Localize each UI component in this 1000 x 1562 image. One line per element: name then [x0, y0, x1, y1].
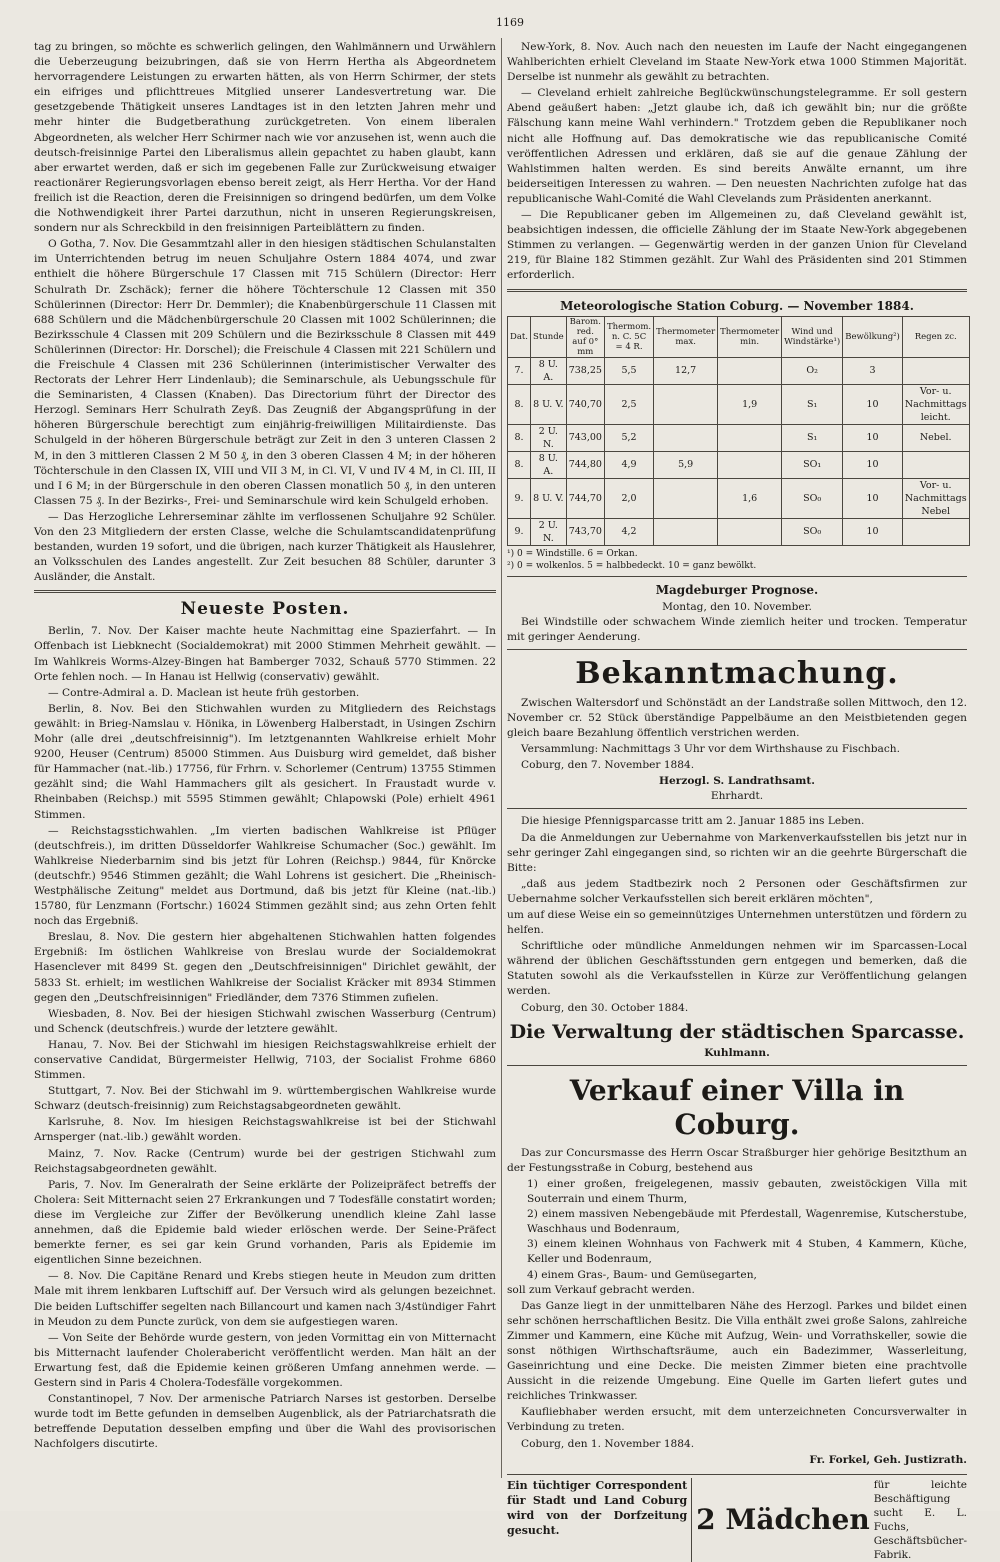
bekanntmachung-text-2: Versammlung: Nachmittags 3 Uhr vor dem Wirthshause zu Fischbach.: [521, 743, 900, 756]
weather-cell: 5,9: [654, 451, 718, 478]
sparcasse-p1: Die hiesige Pfennigsparcasse tritt am 2. Januar 1885 ins Leben.: [521, 815, 865, 828]
weather-cell: 10: [843, 451, 903, 478]
sparcasse-title: Die Verwaltung der städtischen Sparcasse.: [509, 1020, 965, 1043]
weather-cell: [718, 518, 782, 545]
weather-cell: 8.: [508, 384, 531, 424]
divider: [507, 808, 967, 809]
villa-title: Verkauf einer Villa in Coburg.: [569, 1073, 905, 1141]
weather-cell: 8 U. A.: [531, 451, 567, 478]
villa-intro: Das zur Concursmasse des Herrn Oscar Straßburger hier gehörige Besitzthum an der Festungsstraße in Coburg, bestehend aus: [507, 1146, 967, 1174]
weather-cell: 3: [843, 357, 903, 384]
villa-p4: Kaufliebhaber werden ersucht, mit dem unterzeichneten Concursverwalter in Verbindung zu treten.: [507, 1406, 967, 1434]
bekanntmachung-date: Coburg, den 7. November 1884.: [521, 759, 695, 772]
villa-item: 3) einem kleinen Wohnhaus von Fachwerk mit 4 Stuben, 4 Kammern, Küche, Keller und Bodenraum,: [527, 1238, 967, 1266]
villa-items: [527, 1177, 967, 1283]
weather-cell: [654, 384, 718, 424]
weather-cell: 2,5: [604, 384, 653, 424]
divider: [507, 1065, 967, 1066]
weather-cell: 5,5: [604, 357, 653, 384]
weather-cell: [718, 424, 782, 451]
weather-cell: 12,7: [654, 357, 718, 384]
weather-cell: [902, 518, 969, 545]
villa-date: Coburg, den 1. November 1884.: [521, 1437, 695, 1450]
weather-header-cell: Wind und Windstärke¹): [782, 316, 843, 357]
weather-cell: [654, 424, 718, 451]
weather-cell: [902, 451, 969, 478]
villa-item: 2) einem massiven Nebengebäude mit Pferdestall, Wagenremise, Kutscherstube, Waschhaus und Bodenraum,: [527, 1208, 967, 1236]
weather-cell: SO₀: [782, 518, 843, 545]
weather-cell: [718, 357, 782, 384]
weather-cell: Nebel.: [902, 424, 969, 451]
weather-cell: 4,9: [604, 451, 653, 478]
villa-item: 4) einem Gras-, Baum- und Gemüsegarten,: [527, 1268, 757, 1281]
villa-item: 1) einer großen, freigelegenen, massiv gebauten, zweistöckigen Villa mit Souterrain und einem Thurm,: [527, 1177, 967, 1206]
sparcasse-signature: Kuhlmann.: [704, 1046, 770, 1059]
weather-cell: 744,80: [566, 451, 604, 478]
news-heading: Neueste Posten.: [180, 599, 350, 620]
ad-maedchen-text: für leichte Beschäftigung sucht E. L. Fuchs, Geschäftsbücher-Fabrik.: [873, 1478, 967, 1561]
weather-header-cell: Bewölkung²): [843, 316, 903, 357]
right-column: [507, 40, 967, 1561]
weather-cell: [654, 518, 718, 545]
weather-row: [508, 451, 970, 478]
news-paris-3: — Von Seite der Behörde wurde gestern, von jeden Vormittag ein von Mitternacht bis Mitternacht laufender Cholerabericht veröffentlicht werden. Man hält an der Erwartung fest, daß die Epidemie keinen größeren Umfang annehmen werde. — Gestern sind in Paris 4 Cholera-Todesfälle vorgekommen.: [34, 1331, 496, 1389]
divider: [507, 649, 967, 650]
weather-cell: 2 U. N.: [531, 518, 567, 545]
article-gotha-seminar: — Das Herzogliche Lehrerseminar zählte im verflossenen Schuljahre 92 Schüler. Von den 23 Mitgliedern der ersten Classe, welche die Schulamtscandidatenprüfung bestanden, wurden 19 sofort, und die übrigen, nach kurzer Thätigkeit als Hauslehrer, an Volksschulen des Landes angestellt. Zur Zeit besuchen 88 Schüler, darunter 3 Ausländer, die Anstalt.: [34, 510, 496, 584]
ad-maedchen: [692, 1478, 967, 1562]
news-berlin-maclean: — Contre-Admiral a. D. Maclean ist heute früh gestorben.: [48, 686, 360, 699]
weather-cell: 743,70: [566, 518, 604, 545]
section-divider: [507, 289, 967, 292]
news-paris-2: — 8. Nov. Die Capitäne Renard und Krebs stiegen heute in Meudon zum dritten Male mit ihrem lenkbaren Luftschiff auf. Der Versuch wird als gelungen bezeichnet. Die beiden Luftschiffer segelten nach Billancourt und kamen nach 3/4stündiger Fahrt in Meudon zu dem Puncte zurück, von dem sie aufgestiegen waren.: [34, 1270, 496, 1328]
weather-header-cell: Thermom. n. C. 5C = 4 R.: [604, 316, 653, 357]
classified-ads: [507, 1474, 967, 1562]
sparcasse-p4: um auf diese Weise ein so gemeinnütziges Unternehmen unterstützen und fördern zu helfen.: [507, 909, 967, 937]
weather-cell: 738,25: [566, 357, 604, 384]
weather-header-cell: Thermometer min.: [718, 316, 782, 357]
news-berlin-3: — Reichstagsstichwahlen. „Im vierten badischen Wahlkreise ist Pflüger (deutschfreis.), im dritten Düsseldorfer Wahlkreise Schumacher (Soc.) gewählt. Im Wahlkreise Niederbarnim sind bis jetzt für Lohren (Reichsp.) 9844, für Knörcke (deutschfr.) 9546 Stimmen gezählt; die Wahl Lohrens ist gesichert. Die „Rheinisch-Westphälische Zeitung" meldet aus Dortmund, daß bis jetzt für Kleine (nat.-lib.) 15780, für Lenzmann (Fortschr.) 16024 Stimmen gezählt sind; aus zehn Orten fehlt noch das Ergebniß.: [34, 824, 496, 928]
weather-cell: 10: [843, 384, 903, 424]
column-divider: [501, 38, 502, 1478]
weather-cell: 8 U. V.: [531, 478, 567, 518]
weather-header-cell: Thermometer max.: [654, 316, 718, 357]
article-gotha: O Gotha, 7. Nov. Die Gesammtzahl aller in den hiesigen städtischen Schulanstalten im Unterrichtenden betrug im neuen Schuljahre Ostern 1884 4074, und zwar enthielt die höhere Bürgerschule 17 Classen mit 715 Schülern (Director: Herr Schulrath Dr. Zschäck); ferner die höhere Töchterschule 12 Classen mit 350 Schülerinnen (Director: Herr Dr. Demmler); die Knabenbürgerschule 11 Classen mit 688 Schülern und die Mädchenbürgerschule 20 Classen mit 1002 Schülerinnen; die Bezirksschule 4 Classen mit 209 Schülern und die Bezirksschule 8 Classen mit 449 Schülerinnen (Director: Hr. Dorschel); die Freischule 4 Classen mit 221 Schülern und die Freischule 4 Classen mit 236 Schülerinnen (interimistischer Verwalter des Rectorats der Lehrer Herr Lindenlaub); die Seminarschule, als Uebungsschule für die Seminaristen, 4 Classen (Knaben). Das Directorium führt der Director des Herzogl. Seminars Herr Schulrath Zeyß. Das Zeugniß der Abgangsprüfung in der höheren Bürgerschule berechtigt zum einjährig-freiwilligen Militairdienste. Das Schulgeld in der höheren Bürgerschule beträgt zur Zeit in den 3 unteren Classen 2 M, in den 3 mittleren Classen 2 M 50 ₰, in den 3 oberen Classen 4 M; in der höheren Töchterschule in den Classen IX, VIII und VII 3 M, in Cl. VI, V und IV 4 M, in Cl. III, II und I 6 M; in der Bürgerschule in den oberen Classen monatlich 50 ₰, in den unteren Classen 75 ₰. In der Bezirks-, Frei- und Seminarschule wird kein Schulgeld erhoben.: [34, 238, 496, 507]
prognose-title: Magdeburger Prognose.: [655, 582, 819, 597]
news-cleveland: — Cleveland erhielt zahlreiche Beglückwünschungstelegramme. Er soll gestern Abend geäußert haben: „Jetzt glaube ich, daß ich gewählt bin; nur die größte Fälschung kann meine Wahl verhindern." Trotzdem geben die Republikaner noch nicht alle Hoffnung auf. Das demokratische wie das republicanische Comité veröffentlichen Adressen und erklären, daß sie auf die genaue Zählung der Wahlstimmen halten werden. Es sind bereits Anwälte ernannt, um ihre beiderseitigen Interessen zu wahren. — Den neuesten Nachrichten zufolge hat das republicanische Wahl-Comité die Wahl Clevelands zum Präsidenten anerkannt.: [507, 87, 967, 205]
weather-cell: 10: [843, 424, 903, 451]
weather-table-body: [508, 357, 970, 545]
news-paris: Paris, 7. Nov. Im Generalrath der Seine erklärte der Polizeipräfect betreffs der Cholera: Seit Mitternacht seien 27 Erkrankungen und 7 Todesfälle constatirt worden; diese im Vergleiche zur Ziffer der Bevölkerung unendlich kleine Zahl lasse annehmen, daß die Epidemie bald wieder erlöschen werde. Der Seine-Präfect bemerkte ferner, es sei gar kein Grund vorhanden, Paris als Epidemie im eigentlichen Sinne bezeichnen.: [34, 1178, 496, 1267]
news-republikaner: — Die Republicaner geben im Allgemeinen zu, daß Cleveland gewählt ist, beabsichtigen indessen, die officielle Zählung der im Staate New-York abgegebenen Stimmen zu verlangen. — Gegenwärtig werden in der ganzen Union für Cleveland 219, für Blaine 182 Stimmen gezählt. Zur Wahl des Präsidenten sind 201 Stimmen erforderlich.: [507, 209, 967, 282]
weather-cell: 8.: [508, 451, 531, 478]
weather-cell: 2,0: [604, 478, 653, 518]
sparcasse-date: Coburg, den 30. October 1884.: [521, 1001, 689, 1014]
weather-cell: 1,9: [718, 384, 782, 424]
weather-cell: [718, 451, 782, 478]
weather-row: [508, 478, 970, 518]
weather-cell: O₂: [782, 357, 843, 384]
weather-cell: 8 U. V.: [531, 384, 567, 424]
weather-cell: [902, 357, 969, 384]
bekanntmachung-signature-name: Ehrhardt.: [710, 790, 764, 803]
weather-cell: 10: [843, 478, 903, 518]
news-wiesbaden: Wiesbaden, 8. Nov. Bei der hiesigen Stichwahl zwischen Wasserburg (Centrum) und Schenck (deutschfreis.) wurde der letztere gewählt.: [34, 1007, 496, 1035]
news-newyork: New-York, 8. Nov. Auch nach den neuesten im Laufe der Nacht eingegangenen Wahlberichten erhielt Cleveland im Staate New-York etwa 1000 Stimmen Majorität. Derselbe ist nunmehr als gewählt zu betrachten.: [507, 41, 967, 84]
weather-cell: S₁: [782, 384, 843, 424]
weather-cell: SO₁: [782, 451, 843, 478]
ad-correspondent: Ein tüchtiger Correspondent für Stadt und Land Coburg wird von der Dorfzeitung gesucht.: [507, 1478, 692, 1562]
weather-cell: 7.: [508, 357, 531, 384]
weather-cell: SO₀: [782, 478, 843, 518]
villa-p3: Das Ganze liegt in der unmittelbaren Nähe des Herzogl. Parkes und bildet einen sehr schönen herrschaftlichen Besitz. Die Villa enthält zwei große Salons, zahlreiche Zimmer und Kammern, eine Küche mit Aufzug, Wein- und Vorrathskeller, sowie die sonst nöthigen Wirthschaftsräume, auch ein Badezimmer, Wasserleitung, Gaseinrichtung und eine Decke. Die meisten Zimmer bieten eine prachtvolle Aussicht in die reizende Umgebung. Eine Quelle im Garten liefert gutes und reichliches Trinkwasser.: [507, 1299, 967, 1403]
weather-row: [508, 518, 970, 545]
news-berlin-2: Berlin, 8. Nov. Bei den Stichwahlen wurden zu Mitgliedern des Reichstags gewählt: in Brieg-Namslau v. Hönika, in Löwenberg Halberstadt, in Usingen Zschirn Mohr (alle drei „deutschfreisinnig"). Im letztgenannten Wahlkreise erhielt Mohr 9200, Heuser (Centrum) 85000 Stimmen. Aus Duisburg wird gemeldet, daß bisher für Hammacher (nat.-lib.) 17756, für Frhrn. v. Schorlemer (Centrum) 13755 Stimmen gezählt sind; die Wahl Hammachers gilt als gesichert. In Fraustadt wurde v. Rheinbaben (Reichsp.) mit 5595 Stimmen gewählt; Chlapowski (Pole) erhielt 4961 Stimmen.: [34, 702, 496, 821]
ad-maedchen-title: 2 Mädchen: [696, 1502, 870, 1536]
weather-table: [507, 316, 970, 546]
sparcasse-p2: Da die Anmeldungen zur Uebernahme von Markenverkaufsstellen bis jetzt nur in sehr geringer Zahl eingegangen sind, so richten wir an die geehrte Bürgerschaft die Bitte:: [507, 831, 967, 874]
sparcasse-p3: „daß aus jedem Stadtbezirk noch 2 Personen oder Geschäftsfirmen zur Uebernahme solcher Verkaufsstellen sich bereit erklären möchten",: [507, 877, 967, 905]
weather-cell: 2 U. N.: [531, 424, 567, 451]
met-title: Meteorologische Station Coburg. — November 1884.: [560, 298, 914, 313]
weather-header-cell: Dat.: [508, 316, 531, 357]
met-note-wind: ¹) 0 = Windstille. 6 = Orkan.: [507, 548, 638, 559]
weather-row: [508, 357, 970, 384]
bekanntmachung-signature: Herzogl. S. Landrathsamt.: [659, 775, 815, 788]
bekanntmachung-text: Zwischen Waltersdorf und Schönstädt an der Landstraße sollen Mittwoch, den 12. November cr. 52 Stück überständige Pappelbäume an den Meistbietenden gegen gleich baare Bezahlung öffentlich verstrichen werden.: [507, 696, 967, 739]
weather-cell: 1,6: [718, 478, 782, 518]
sparcasse-p5: Schriftliche oder mündliche Anmeldungen nehmen wir im Sparcassen-Local während der üblichen Geschäftsstunden gern entgegen und bemerken, daß die Statuten sowohl als die Verkaufsstellen in Kürze zur Veröffentlichung gelangen werden.: [507, 940, 967, 998]
news-breslau: Breslau, 8. Nov. Die gestern hier abgehaltenen Stichwahlen hatten folgendes Ergebniß: Im östlichen Wahlkreise von Breslau wurde der Socialdemokrat Hasenclever mit 8499 St. gegen den „Deutschfreisinnigen" Dirichlet gewählt, der 5833 St. erhielt; im westlichen Wahlkreise der Socialist Kräcker mit 8934 Stimmen gegen den „Deutschfreisinnigen" Friedländer, dem 7376 Stimmen zufielen.: [34, 931, 496, 1004]
weather-cell: 9.: [508, 518, 531, 545]
weather-cell: 744,70: [566, 478, 604, 518]
villa-p2: soll zum Verkauf gebracht werden.: [507, 1283, 695, 1296]
divider: [507, 576, 967, 577]
news-mainz: Mainz, 7. Nov. Racke (Centrum) wurde bei der gestrigen Stichwahl zum Reichstagsabgeordneten gewählt.: [34, 1147, 496, 1175]
weather-cell: 9.: [508, 478, 531, 518]
news-hanau: Hanau, 7. Nov. Bei der Stichwahl im hiesigen Reichstagswahlkreise erhielt der conservative Candidat, Bürgermeister Hellwig, 7103, der Socialist Frohme 6860 Stimmen.: [34, 1038, 496, 1082]
news-karlsruhe: Karlsruhe, 8. Nov. Im hiesigen Reichstagswahlkreise ist bei der Stichwahl Arnsperger (nat.-lib.) gewählt worden.: [34, 1116, 496, 1144]
villa-signature: Fr. Forkel, Geh. Justizrath.: [809, 1453, 967, 1466]
weather-cell: S₁: [782, 424, 843, 451]
weather-cell: 743,00: [566, 424, 604, 451]
weather-header-cell: Barom. red. auf 0° mm: [566, 316, 604, 357]
weather-cell: Vor- u. Nachmittags Nebel: [902, 478, 969, 518]
weather-cell: [654, 478, 718, 518]
weather-row: [508, 384, 970, 424]
weather-header-cell: Stunde: [531, 316, 567, 357]
article-landtag: tag zu bringen, so möchte es schwerlich gelingen, den Wahlmännern und Urwählern die Ueberzeugung beizubringen, daß sie von Herrn Hertha als Abgeordnetem hervorragendere Leistungen zu erwarten hätten, als von Herrn Schirmer, der stets ein eifriges und pflichttreues Mitglied unserer Landesvertretung war. Die gesetzgebende Thätigkeit unseres Landtages ist in den letzten Jahren mehr und mehr hinter die Budgetberathung zurückgetreten. Von einem liberalen Abgeordneten, als welcher Herr Schirmer nach wie vor anzusehen ist, wenn auch die deutsch-freisinnige Partei den Liberalismus allein gepachtet zu haben glaubt, kann aber erwartet werden, daß er sich im gegebenen Falle zur Zurückweisung etwaiger reactionärer Regierungsvorlagen ebenso bereit zeigt, als Herr Hertha. Vor der Hand freilich ist die Reaction, deren die Freisinnigen so dringend bedürfen, um dem Volke die Nothwendigkeit ihrer Partei darzuthun, nicht in unseren Regierungskreisen, sondern nur als Schreckbild in den freisinnigen Parteiblättern zu finden.: [34, 41, 496, 235]
section-divider: [34, 590, 496, 593]
weather-table-header: [508, 316, 970, 357]
bekanntmachung-title: Bekanntmachung.: [575, 655, 899, 691]
prognose-date: Montag, den 10. November.: [662, 600, 812, 613]
news-stuttgart: Stuttgart, 7. Nov. Bei der Stichwahl im 9. württembergischen Wahlkreise wurde Schwarz (deutsch-freisinnig) zum Reichstagsabgeordneten gewählt.: [34, 1085, 496, 1113]
weather-cell: 8 U. A.: [531, 357, 567, 384]
news-konstantinopel: Constantinopel, 7 Nov. Der armenische Patriarch Narses ist gestorben. Derselbe wurde todt im Bette gefunden in demselben Augenblick, als der Patriarchatsrath die betreffende Deputation desselben empfing und über die Wahl des provisorischen Nachfolgers discutirte.: [34, 1393, 496, 1451]
weather-cell: 8.: [508, 424, 531, 451]
met-note-cloud: ²) 0 = wolkenlos. 5 = halbbedeckt. 10 = ganz bewölkt.: [507, 560, 757, 571]
prognose-text: Bei Windstille oder schwachem Winde ziemlich heiter und trocken. Temperatur mit geringer Aenderung.: [507, 615, 967, 643]
weather-cell: 4,2: [604, 518, 653, 545]
page-number: 1169: [496, 16, 524, 29]
weather-header-cell: Regen zc.: [902, 316, 969, 357]
left-column: [34, 40, 496, 1495]
weather-row: [508, 424, 970, 451]
weather-cell: 10: [843, 518, 903, 545]
weather-cell: Vor- u. Nachmittags leicht.: [902, 384, 969, 424]
weather-cell: 740,70: [566, 384, 604, 424]
weather-cell: 5,2: [604, 424, 653, 451]
news-berlin-1: Berlin, 7. Nov. Der Kaiser machte heute Nachmittag eine Spazierfahrt. — In Offenbach ist Liebknecht (Socialdemokrat) mit 2000 Stimmen Mehrheit gewählt. — Im Wahlkreis Worms-Alzey-Bingen hat Bamberger 7032, Schauß 5770 Stimmen. 22 Orte fehlen noch. — In Hanau ist Hellwig (conservativ) gewählt.: [34, 625, 496, 683]
